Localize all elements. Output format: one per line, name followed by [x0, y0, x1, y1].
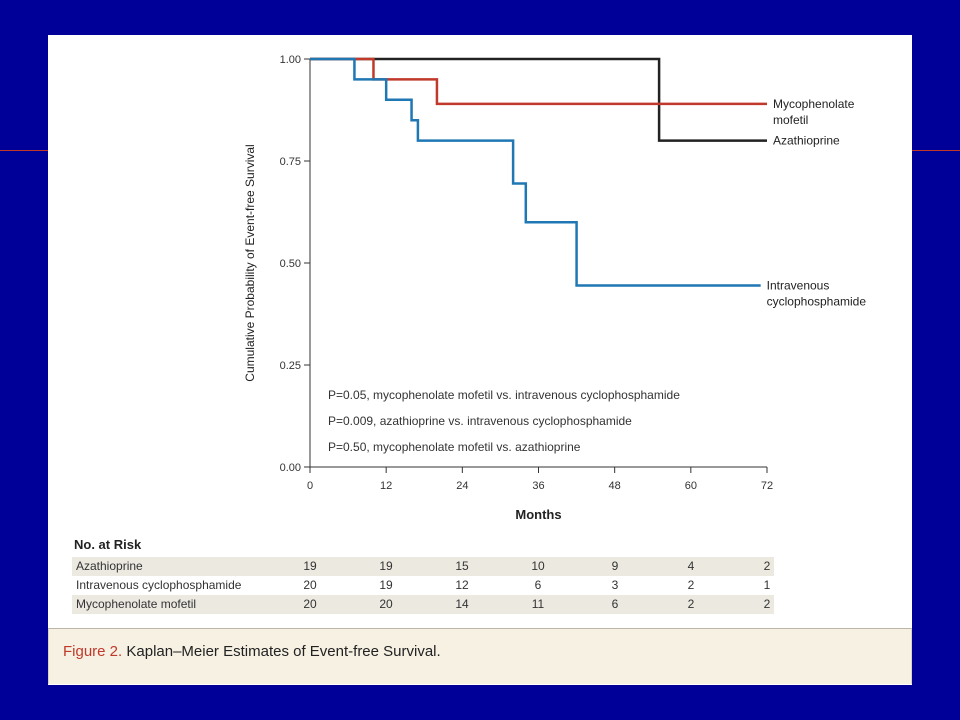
x-tick-label: 72: [760, 480, 774, 492]
decorative-rule-right: [912, 150, 960, 151]
series-label: Mycophenolate: [773, 96, 855, 111]
series-label: Azathioprine: [773, 133, 840, 148]
risk-cell: 2: [687, 597, 695, 611]
risk-cell: 12: [455, 578, 469, 592]
risk-cell: 1: [763, 578, 771, 592]
p-value-annotation: P=0.50, mycophenolate mofetil vs. azathioprine: [328, 440, 581, 454]
figure-caption: [63, 643, 441, 660]
risk-cell: 15: [455, 559, 469, 573]
risk-cell: 2: [763, 597, 771, 611]
risk-row-label: Mycophenolate mofetil: [76, 597, 197, 611]
risk-cell: 20: [379, 597, 393, 611]
series-label: Intravenous: [766, 278, 830, 293]
risk-row-label: Azathioprine: [76, 559, 143, 573]
figure-label: Figure 2.: [63, 643, 123, 660]
risk-cell: 20: [303, 597, 317, 611]
x-axis-label: Months: [515, 507, 562, 522]
y-tick-label: 0.50: [279, 258, 301, 270]
x-tick-label: 36: [532, 480, 545, 492]
risk-cell: 19: [379, 578, 393, 592]
risk-cell: 14: [455, 597, 469, 611]
y-tick-label: 0.75: [279, 156, 301, 168]
caption-bar: [48, 628, 912, 684]
figure-panel: [48, 35, 912, 685]
km-chart: [48, 35, 912, 535]
series-label: mofetil: [773, 112, 809, 127]
km-curve-2: [310, 59, 761, 285]
km-curve-0: [310, 59, 767, 141]
risk-cell: 2: [687, 578, 695, 592]
y-tick-label: 0.00: [279, 462, 301, 474]
p-value-annotation: P=0.05, mycophenolate mofetil vs. intravenous cyclophosphamide: [328, 388, 680, 402]
x-tick-label: 60: [684, 480, 697, 492]
risk-cell: 19: [379, 559, 393, 573]
risk-table-title: No. at Risk: [74, 537, 142, 552]
risk-cell: 20: [303, 578, 317, 592]
risk-cell: 3: [611, 578, 619, 592]
risk-cell: 10: [531, 559, 545, 573]
x-tick-label: 12: [380, 480, 393, 492]
figure-caption-text: Kaplan–Meier Estimates of Event-free Survival.: [126, 643, 441, 660]
y-tick-label: 0.25: [279, 360, 301, 372]
x-tick-label: 24: [456, 480, 469, 492]
risk-cell: 6: [534, 578, 542, 592]
x-tick-label: 48: [608, 480, 621, 492]
y-axis-label: Cumulative Probability of Event-free Survival: [243, 144, 257, 382]
risk-row-label: Intravenous cyclophosphamide: [76, 578, 242, 592]
risk-table-row: [72, 576, 774, 595]
risk-cell: 2: [763, 559, 771, 573]
risk-cell: 19: [303, 559, 317, 573]
risk-table-row: [72, 557, 774, 576]
p-value-annotation: P=0.009, azathioprine vs. intravenous cyclophosphamide: [328, 414, 632, 428]
series-label: cyclophosphamide: [766, 294, 867, 309]
km-curve-1: [310, 59, 767, 104]
risk-cell: 4: [687, 559, 695, 573]
risk-cell: 6: [611, 597, 619, 611]
y-tick-label: 1.00: [279, 54, 301, 66]
risk-table-row: [72, 595, 774, 614]
decorative-rule-left: [0, 150, 48, 151]
risk-cell: 11: [531, 597, 545, 611]
risk-cell: 9: [611, 559, 619, 573]
x-tick-label: 0: [306, 480, 314, 492]
